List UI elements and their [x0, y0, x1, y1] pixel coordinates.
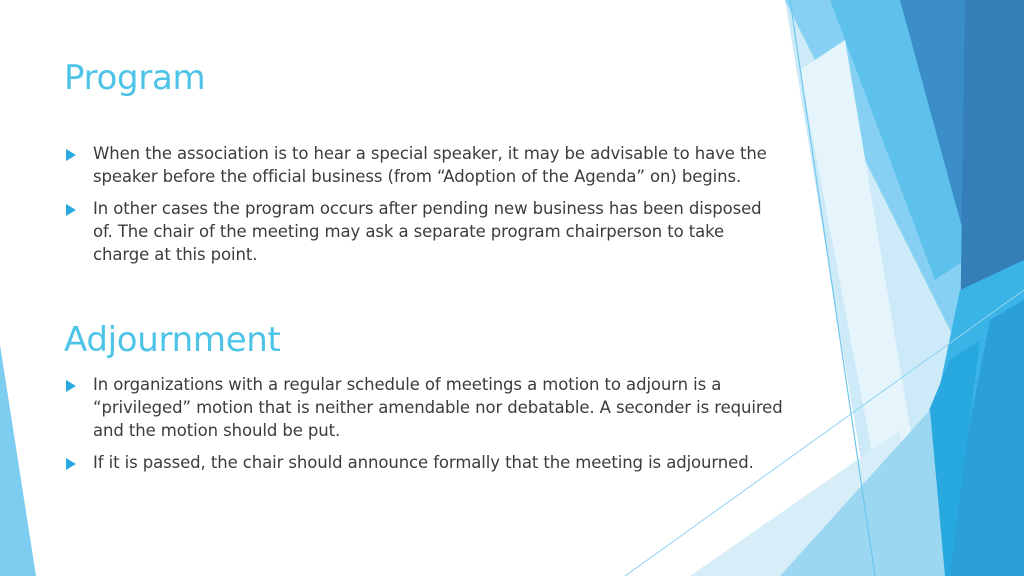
- section-title-program: Program: [64, 58, 206, 98]
- bullet-text: When the association is to hear a special speaker, it may be advisable to have the speaker before the official business (from “Adoption of the Agenda” on) begins.: [93, 144, 767, 186]
- bullet-text: In other cases the program occurs after pending new business has been disposed of. The chair of the meeting may ask a separate program chairperson to take charge at this point.: [93, 199, 762, 264]
- section-title-adjournment: Adjournment: [64, 320, 281, 360]
- bullet-text: If it is passed, the chair should announce formally that the meeting is adjourned.: [93, 453, 754, 472]
- bullet-item: [64, 142, 784, 188]
- bullet-item: [64, 197, 784, 266]
- triangle-right-icon: [66, 458, 76, 470]
- triangle-right-icon: [66, 149, 76, 161]
- triangle-right-icon: [66, 204, 76, 216]
- left-edge-shape: [0, 345, 36, 576]
- bullet-text: In organizations with a regular schedule of meetings a motion to adjourn is a “privileged” motion that is neither amendable nor debatable. A seconder is required and the motion should be put.: [93, 375, 783, 440]
- triangle-right-icon: [66, 380, 76, 392]
- bullet-item: [64, 451, 784, 474]
- bullet-item: [64, 373, 784, 442]
- bullet-list-program: [64, 142, 784, 275]
- bullet-list-adjournment: [64, 373, 784, 483]
